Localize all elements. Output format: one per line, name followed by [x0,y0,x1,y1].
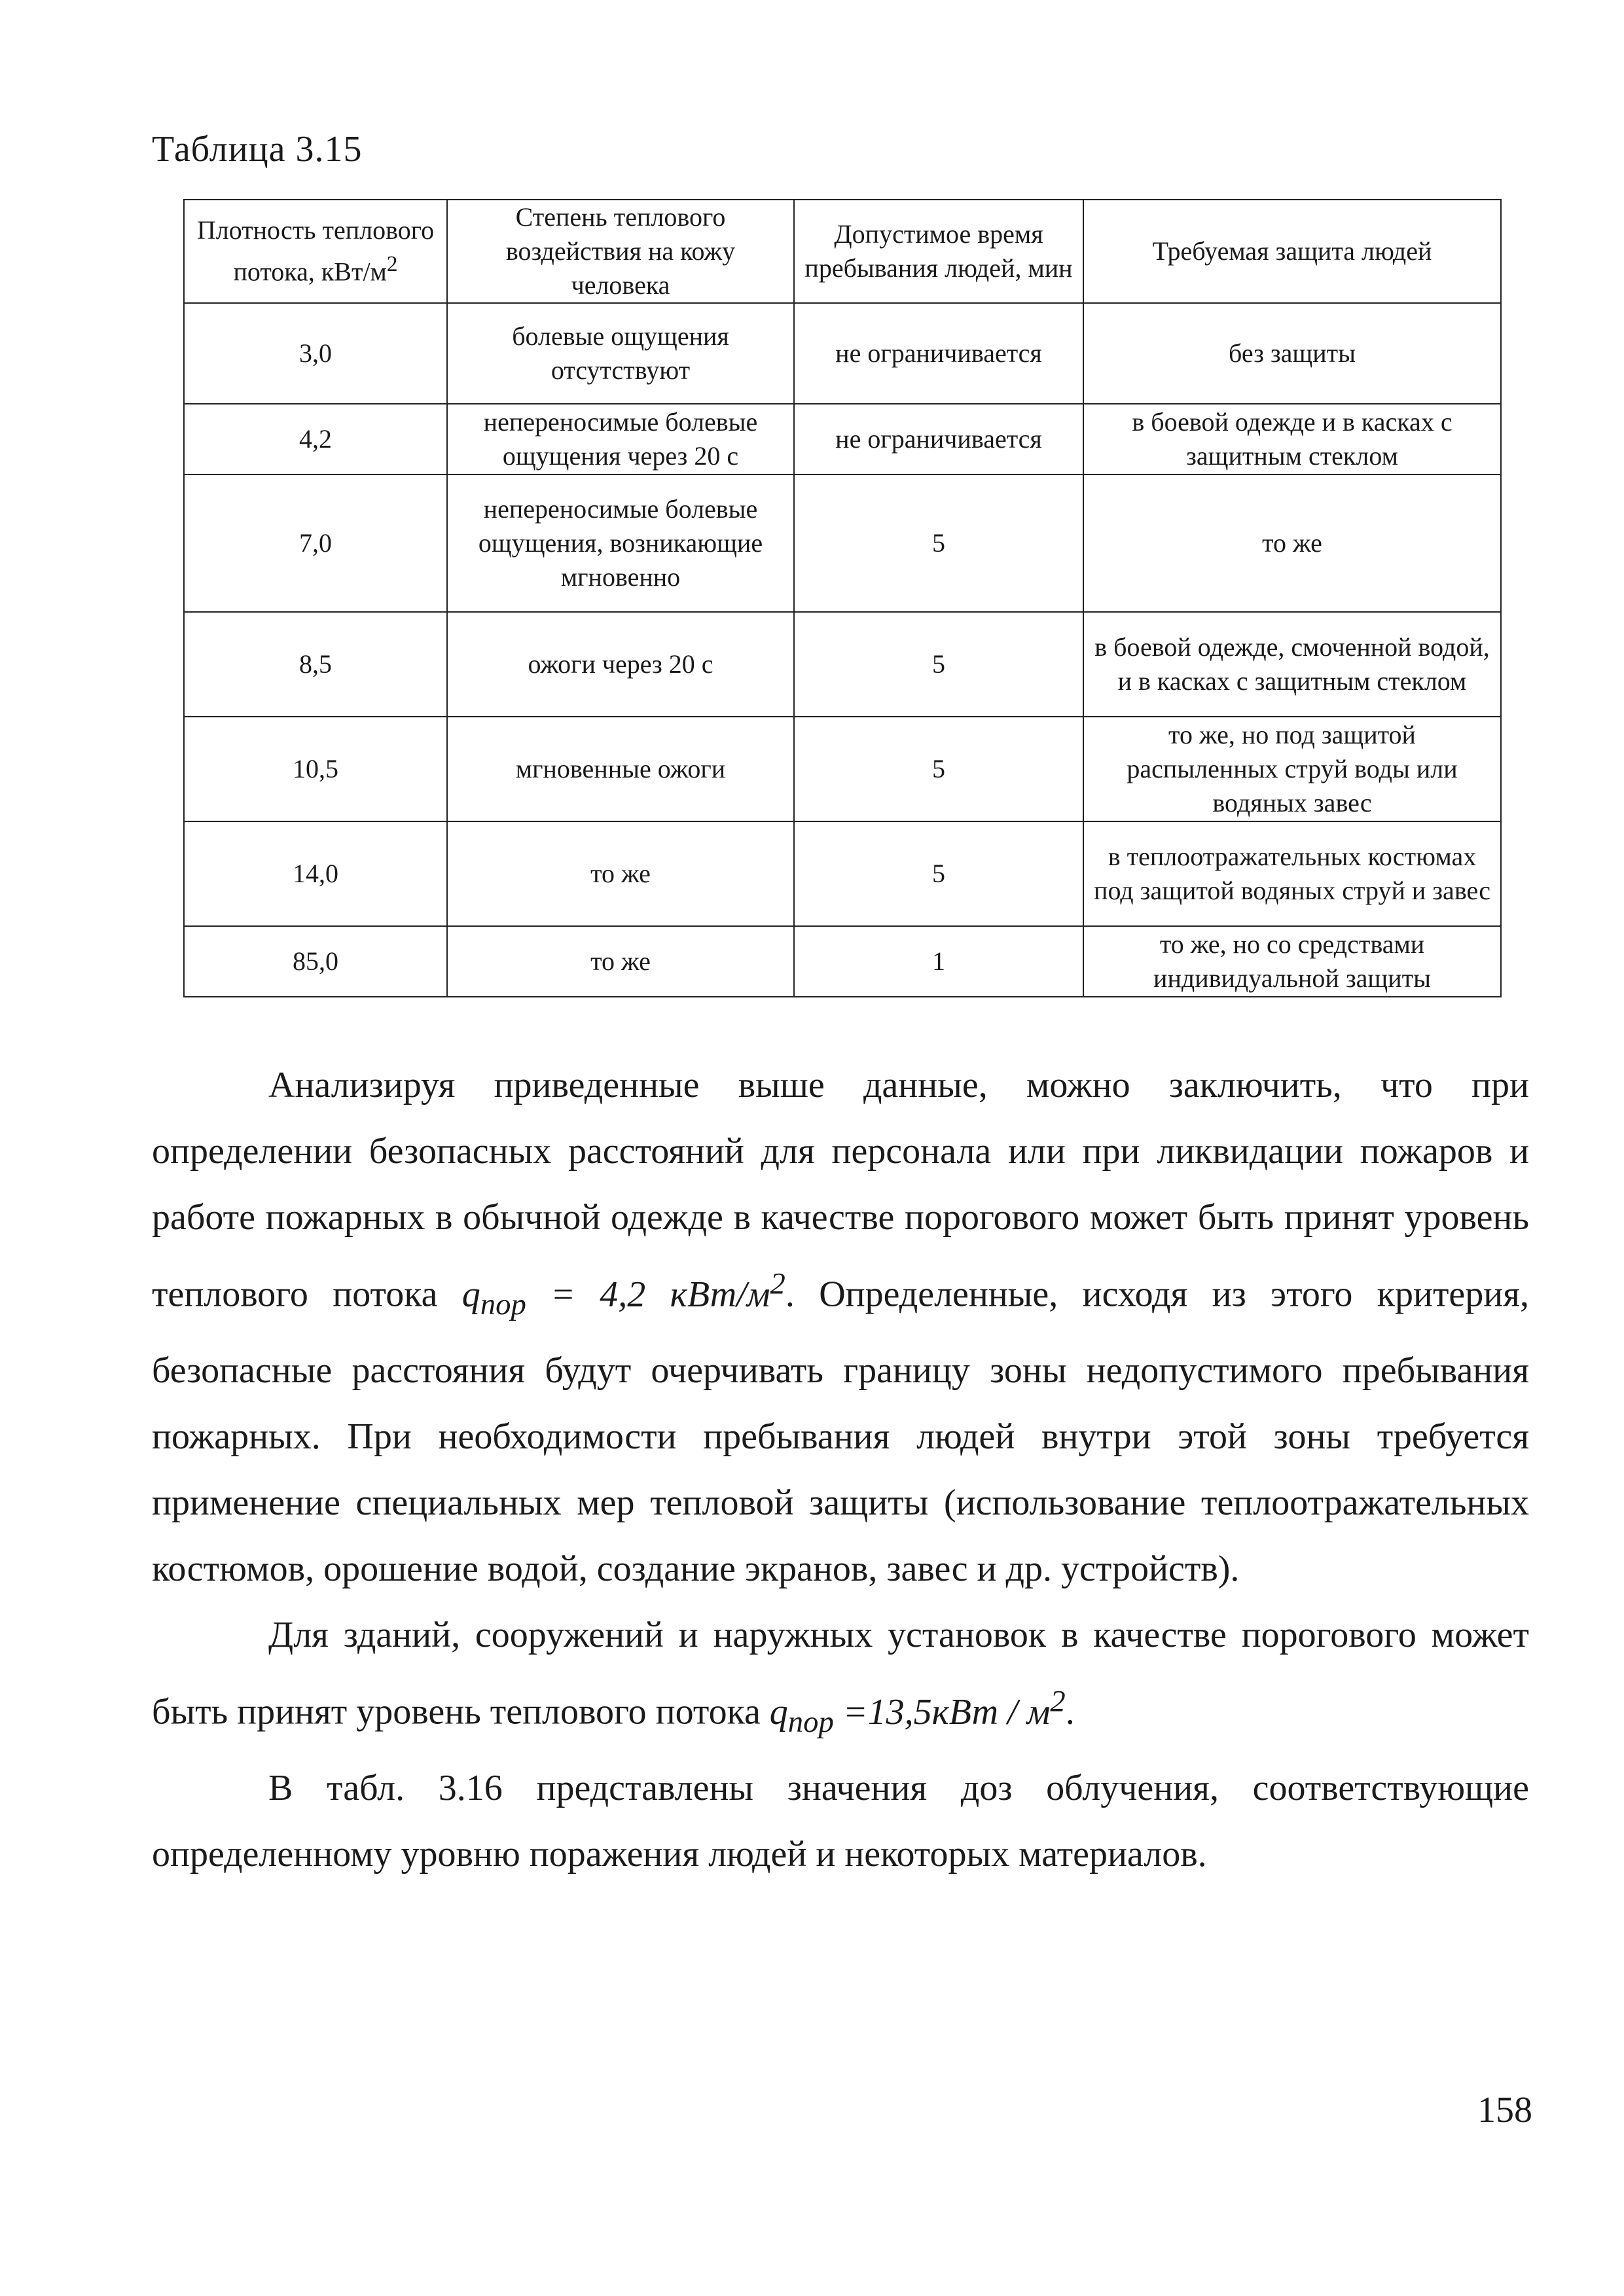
cell-density: 14,0 [184,821,447,926]
cell-effect: мгновенные ожоги [447,717,794,821]
formula-threshold-buildings: $q_{пор} =13,5кВт / м^2$ [769,1683,1066,1739]
cell-density: 10,5 [184,717,447,821]
cell-density: 8,5 [184,612,447,717]
cell-effect: ожоги через 20 с [447,612,794,717]
cell-time: не ограничивается [794,303,1083,404]
cell-effect: непереносимые болевые ощущения через 20 с [447,404,794,475]
formula-threshold-personnel: $q_{пор} = 4,2$ кВт/$м^2$ [461,1266,785,1321]
table-row [184,612,1501,717]
table-row [184,404,1501,475]
cell-protection: в боевой одежде и в касках с защитным стеклом [1083,404,1501,475]
cell-protection: в теплоотражательных костюмах под защитой водяных струй и завес [1083,821,1501,926]
cell-effect: то же [447,821,794,926]
cell-time: 5 [794,821,1083,926]
table-row [184,475,1501,612]
paragraph-3: В табл. 3.16 представлены значения доз облучения, соответствующие определенному уровню поражения людей и некоторых материалов. [152,1767,1529,1874]
header-protection: Требуемая защита людей [1083,200,1501,303]
cell-density: 3,0 [184,303,447,404]
header-effect: Степень теплового воздействия на кожу человека [447,200,794,303]
cell-time: 5 [794,612,1083,717]
cell-time: 5 [794,475,1083,612]
table-row [184,821,1501,926]
cell-protection: без защиты [1083,303,1501,404]
paragraph-2: Для зданий, сооружений и наружных установок в качестве порогового может быть принят уровень теплового потока $q_{пор} =13,5кВт / м^2$. [152,1614,1529,1739]
cell-density: 85,0 [184,926,447,997]
cell-effect: то же [447,926,794,997]
table-row [184,303,1501,404]
cell-protection: в боевой одежде, смоченной водой, и в касках с защитным стеклом [1083,612,1501,717]
cell-density: 4,2 [184,404,447,475]
table-header-row [184,200,1501,303]
table-row [184,717,1501,821]
cell-protection: то же, но со средствами индивидуальной защиты [1083,926,1501,997]
cell-time: 1 [794,926,1083,997]
cell-protection: то же [1083,475,1501,612]
cell-density: 7,0 [184,475,447,612]
cell-time: 5 [794,717,1083,821]
heat-flux-table [183,199,1502,997]
header-time: Допустимое время пребывания людей, мин [794,200,1083,303]
cell-effect: непереносимые болевые ощущения, возникающие мгновенно [447,475,794,612]
header-density: Плотность теплового потока, кВт/$м^2$ [184,200,447,303]
table-caption: Таблица 3.15 [152,129,363,170]
cell-time: не ограничивается [794,404,1083,475]
paragraph-1: Анализируя приведенные выше данные, можно заключить, что при определении безопасных расстояний для персонала или при ликвидации пожаров и работе пожарных в обычной одежде в качестве порогового может быть принят уровень теплового потока $q_{пор} = 4,2$ кВт/$м^2$. Определенные, исходя из этого критерия, безопасные расстояния будут очерчивать границу зоны недопустимого пребывания пожарных. При необходимости пребывания людей внутри этой зоны требуется применение специальных мер тепловой защиты (использование теплоотражательных костюмов, орошение водой, создание экранов, завес и др. устройств). [152,1065,1529,1589]
table-row [184,926,1501,997]
cell-protection: то же, но под защитой распыленных струй воды или водяных завес [1083,717,1501,821]
body-text [152,1052,1529,1888]
cell-effect: болевые ощущения отсутствуют [447,303,794,404]
page-number: 158 [1477,2090,1532,2130]
